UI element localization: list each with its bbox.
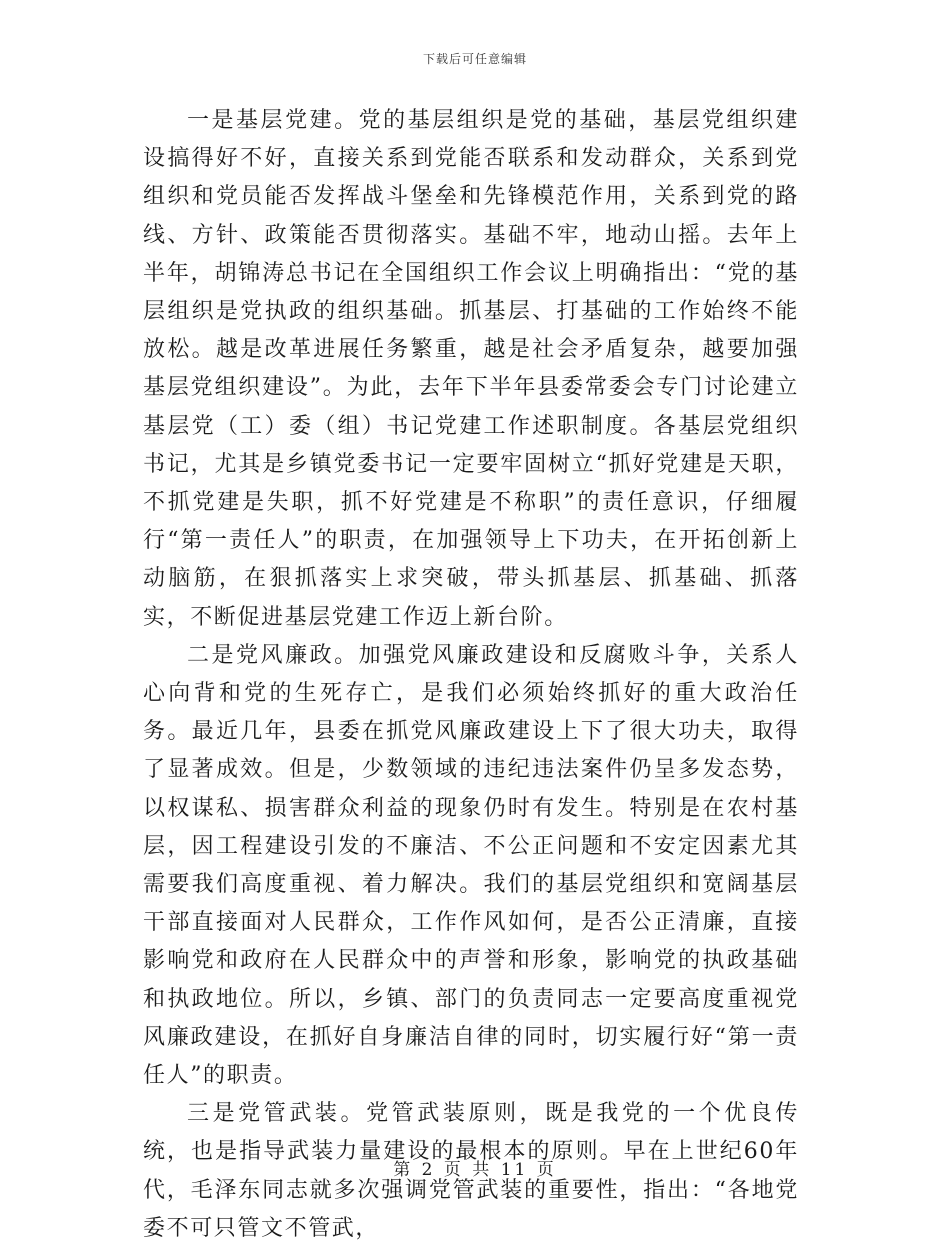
document-body bbox=[143, 102, 799, 1248]
page-number-footer: 第 2 页 共 11 页 bbox=[393, 1160, 557, 1180]
paragraph-grassroots-party-building: 一是基层党建。党的基层组织是党的基础，基层党组织建设搞得好不好，直接关系到党能否联系和发动群众，关系到党组织和党员能否发挥战斗堡垒和先锋模范作用，关系到党的路线、方针、政策能否贯彻落实。基础不牢，地动山摇。去年上半年，胡锦涛总书记在全国组织工作会议上明确指出：“党的基层组织是党执政的组织基础。抓基层、打基础的工作始终不能放松。越是改革进展任务繁重，越是社会矛盾复杂，越要加强基层党组织建设”。为此，去年下半年县委常委会专门讨论建立基层党（工）委（组）书记党建工作述职制度。各基层党组织书记，尤其是乡镇党委书记一定要牢固树立“抓好党建是天职，不抓党建是失职，抓不好党建是不称职”的责任意识，仔细履行“第一责任人”的职责，在加强领导上下功夫，在开拓创新上动脑筋，在狠抓落实上求突破，带头抓基层、抓基础、抓落实，不断促进基层党建工作迈上新台阶。 bbox=[143, 108, 799, 630]
paragraph-party-armed-forces: 三是党管武装。党管武装原则，既是我党的一个优良传统，也是指导武装力量建设的最根本的原则。早在上世纪60年代，毛泽东同志就多次强调党管武装的重要性，指出：“各地党委不可只管文不管武， bbox=[143, 1101, 799, 1241]
paragraph-party-conduct-integrity: 二是党风廉政。加强党风廉政建设和反腐败斗争，关系人心向背和党的生死存亡，是我们必须始终抓好的重大政治任务。最近几年，县委在抓党风廉政建设上下了很大功夫，取得了显著成效。但是，少数领域的违纪违法案件仍呈多发态势，以权谋私、损害群众利益的现象仍时有发生。特别是在农村基层，因工程建设引发的不廉洁、不公正问题和不安定因素尤其需要我们高度重视、着力解决。我们的基层党组织和宽阔基层干部直接面对人民群众，工作作风如何，是否公正清廉，直接影响党和政府在人民群众中的声誉和形象，影响党的执政基础和执政地位。所以，乡镇、部门的负责同志一定要高度重视党风廉政建设，在抓好自身廉洁自律的同时，切实履行好“第一责任人”的职责。 bbox=[143, 642, 799, 1089]
page-header-note: 下载后可任意编辑 bbox=[422, 52, 527, 66]
